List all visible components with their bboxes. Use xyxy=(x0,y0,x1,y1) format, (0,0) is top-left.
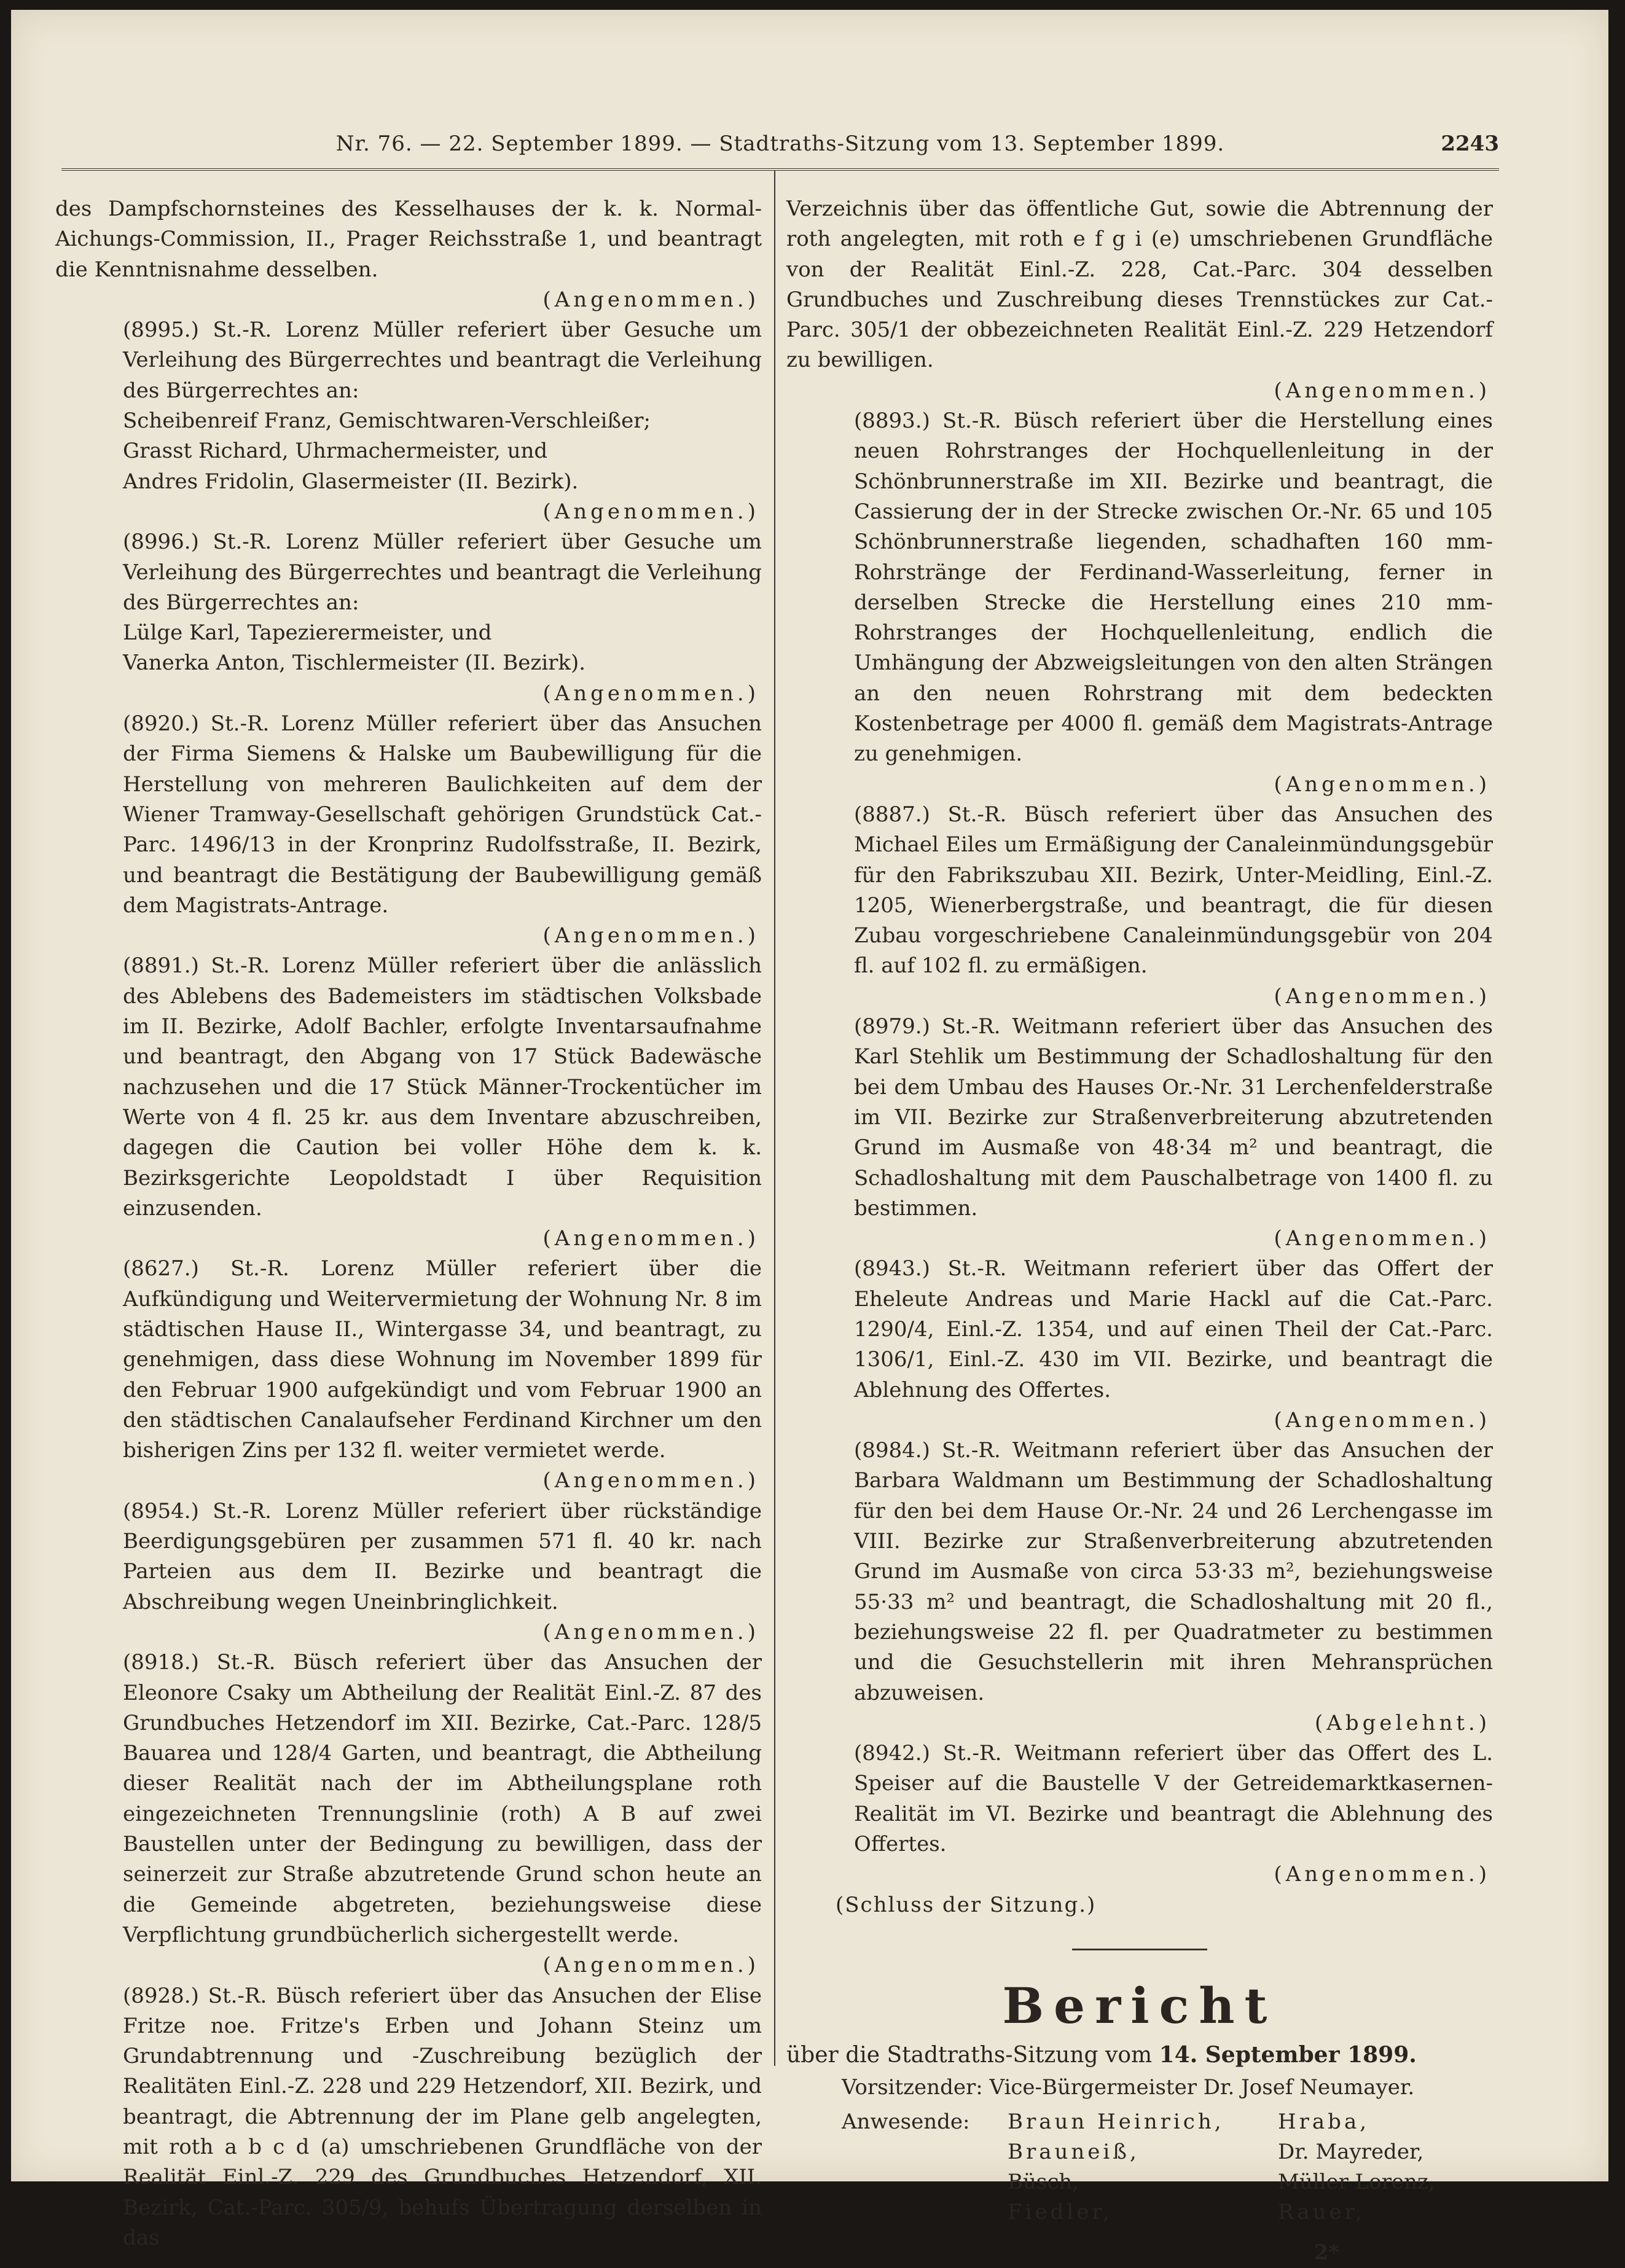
present-label: Anwesende: xyxy=(842,2109,970,2134)
verdict: (Angenommen.) xyxy=(542,1468,759,1493)
entry-8954 xyxy=(55,1496,762,1617)
entry-text: (8918.) St.-R. Büsch referiert über das Ansuchen der Eleonore Csaky um Abtheilung der Realität Einl.-Z. 87 des Grundbuches Hetzendorf im XII. Bezirke, Cat.-Parc. 128/5 Bauarea und 128/4 Garten, und beantragt, die Abtheilung dieser Realität nach der im Abtheilungsplane roth eingezeichneten Trennungslinie (roth) A B auf zwei Baustellen unter der Bedingung zu bewilligen, dass der seinerzeit zur Straße abzutretende Grund schon heute an die Gemeinde abgetreten, beziehungsweise diese Verpflichtung grundbücherlich sichergestellt werde. xyxy=(123,1650,762,1947)
running-head xyxy=(61,131,1499,168)
chair-line xyxy=(786,2073,1493,2103)
attendee: Rauer, xyxy=(1278,2200,1365,2225)
entry-continuation: des Dampfschornsteines des Kesselhauses der k. k. Normal-Aichungs-Commission, II., Prager Reichsstraße 1, und beantragt die Kenntnisnahme desselben. xyxy=(55,197,762,282)
entry-8942 xyxy=(786,1738,1493,1859)
attendee: Büsch, xyxy=(1008,2170,1079,2195)
entry-text: (8893.) St.-R. Büsch referiert über die Herstellung eines neuen Rohrstranges der Hochquellenleitung in der Schönbrunnerstraße im XII. Bezirke und beantragt, die Cassierung der in der Strecke zwischen Or.-Nr. 65 und 105 Schönbrunnerstraße liegenden, schadhaften 160 mm-Rohrstränge der Ferdinand-Wasserleitung, ferner in derselben Strecke die Herstellung eines 210 mm-Rohrstranges der Hochquellenleitung, endlich die Umhängung der Abzweigsleitungen von den alten Strängen an den neuen Rohrstrang mit dem bedeckten Kostenbetrage per 4000 fl. gemäß dem Magistrats-Antrage zu genehmigen. xyxy=(854,409,1493,767)
verdict: (Angenommen.) xyxy=(542,499,759,524)
verdict: (Angenommen.) xyxy=(1274,1862,1490,1887)
entry-text: (8995.) St.-R. Lorenz Müller referiert über Gesuche um Verleihung des Bürgerrechtes und beantragt die Verleihung des Bürgerrechtes an: xyxy=(123,318,762,403)
subtitle-prefix: über die Stadtraths-Sitzung vom xyxy=(786,2042,1153,2068)
entry-8984 xyxy=(786,1436,1493,1708)
verdict: (Abgelehnt.) xyxy=(1315,1710,1490,1735)
list-item: Scheibenreif Franz, Gemischtwaren-Verschleißer; xyxy=(123,409,651,434)
entry-8887 xyxy=(786,800,1493,982)
entry-8918 xyxy=(55,1648,762,1950)
list-item: Vanerka Anton, Tischlermeister (II. Bezirk). xyxy=(123,651,586,676)
entry-8943 xyxy=(786,1254,1493,1405)
citizen-list xyxy=(55,406,762,497)
issue-line: Nr. 76. — 22. September 1899. — Stadtraths-Sitzung vom 13. September 1899. xyxy=(335,131,1225,156)
list-item: Grasst Richard, Uhrmachermeister, und xyxy=(123,439,548,464)
column-divider xyxy=(774,171,775,2066)
attendee: Hraba, xyxy=(1278,2109,1370,2134)
verdict: (Angenommen.) xyxy=(1274,1226,1490,1251)
entry-text: (8891.) St.-R. Lorenz Müller referiert über die anlässlich des Ablebens des Bademeisters im städtischen Volksbade im II. Bezirke, Adolf Bachler, erfolgte Inventarsaufnahme und beantragt, den Abgang von 17 Stück Badewäsche nachzusehen und die 17 Stück Männer-Trockentücher im Werte von 4 fl. 25 kr. aus dem Inventare abzuschreiben, dagegen die Caution bei voller Höhe dem k. k. Bezirksgerichte Leopoldstadt I über Requisition einzusenden. xyxy=(123,953,762,1221)
entry-8996 xyxy=(55,527,762,618)
header-rule xyxy=(61,168,1499,171)
entry-8627 xyxy=(55,1254,762,1466)
signature-mark: 2* xyxy=(1314,2240,1339,2265)
entry-8995 xyxy=(55,315,762,406)
attendee: Fiedler, xyxy=(1008,2200,1113,2225)
list-item: Lülge Karl, Tapezierermeister, und xyxy=(123,620,492,646)
verdict: (Angenommen.) xyxy=(542,1619,759,1644)
verdict: (Angenommen.) xyxy=(542,1953,759,1978)
list-item: Andres Fridolin, Glasermeister (II. Bezirk). xyxy=(123,469,579,494)
verdict: (Angenommen.) xyxy=(1274,772,1490,797)
entry-text: (8979.) St.-R. Weitmann referiert über das Ansuchen des Karl Stehlik um Bestimmung der Schadloshaltung für den bei dem Umbau des Hauses Or.-Nr. 31 Lerchenfelderstraße im VII. Bezirke zur Straßenverbreiterung abzutretenden Grund im Ausmaße von 48·34 m² und beantragt, die Schadloshaltung mit dem Pauschalbetrage von 1400 fl. zu bestimmen. xyxy=(854,1014,1493,1221)
entry-text: (8627.) St.-R. Lorenz Müller referiert über die Aufkündigung und Weitervermietung der Wohnung Nr. 8 im städtischen Hause II., Wintergasse 34, und beantragt, zu genehmigen, dass diese Wohnung im November 1899 für den Februar 1900 aufgekündigt und vom Februar 1900 an den städtischen Canalaufseher Ferdinand Kirchner um den bisherigen Zins per 132 fl. weiter vermietet werde. xyxy=(123,1256,762,1463)
attendee: Braun Heinrich, xyxy=(1008,2109,1224,2134)
entry-text: (8996.) St.-R. Lorenz Müller referiert über Gesuche um Verleihung des Bürgerrechtes und beantragt die Verleihung des Bürgerrechtes an: xyxy=(123,530,762,615)
entry-text: (8954.) St.-R. Lorenz Müller referiert über rückständige Beerdigungsgebüren per zusammen 571 fl. 40 kr. nach Parteien aus dem II. Bezirke und beantragt die Abschreibung wegen Uneinbringlichkeit. xyxy=(123,1498,762,1614)
verdict: (Angenommen.) xyxy=(542,287,759,312)
chair-label: Vorsitzender: xyxy=(842,2075,983,2100)
left-column xyxy=(55,194,762,2253)
verdict: (Angenommen.) xyxy=(1274,378,1490,403)
attendee: Brauneiß, xyxy=(1008,2139,1140,2164)
session-closing: (Schluss der Sitzung.) xyxy=(836,1892,1097,1917)
attendee: Müller Lorenz, xyxy=(1278,2170,1435,2195)
verdict: (Angenommen.) xyxy=(542,1226,759,1251)
bericht-title: Bericht xyxy=(1002,1976,1277,2035)
section-rule xyxy=(1072,1949,1207,1950)
verdict: (Angenommen.) xyxy=(1274,983,1490,1009)
newspaper-page xyxy=(11,10,1608,2265)
entry-8928 xyxy=(55,1981,762,2254)
bericht-subtitle xyxy=(786,2040,1493,2070)
right-column xyxy=(786,194,1493,2268)
entry-text: (8887.) St.-R. Büsch referiert über das Ansuchen des Michael Eiles um Ermäßigung der Canaleinmündungsgebür für den Fabrikszubau XII. Bezirk, Unter-Meidling, Einl.-Z. 1205, Wienerbergstraße, und beantragt, die für diesen Zubau vorgeschriebene Canaleinmündungsgebür von 204 fl. auf 102 fl. zu ermäßigen. xyxy=(854,802,1493,979)
entry-text: (8942.) St.-R. Weitmann referiert über das Offert des L. Speiser auf die Baustelle V der Getreidemarktkasernen-Realität im VI. Bezirke und beantragt die Ablehnung des Offertes. xyxy=(854,1741,1493,1857)
verdict: (Angenommen.) xyxy=(542,681,759,706)
entry-text: (8920.) St.-R. Lorenz Müller referiert über das Ansuchen der Firma Siemens & Halske um Baubewilligung für die Herstellung von mehreren Baulichkeiten auf dem der Wiener Tramway-Gesellschaft gehörigen Grundstück Cat.-Parc. 1496/13 in der Kronprinz Rudolfsstraße, II. Bezirk, und beantragt die Bestätigung der Baubewilligung gemäß dem Magistrats-Antrage. xyxy=(123,711,762,918)
citizen-list xyxy=(55,618,762,679)
entry-8893 xyxy=(786,406,1493,770)
attendees xyxy=(786,2107,1493,2228)
verdict: (Angenommen.) xyxy=(1274,1407,1490,1433)
chair-name: Vice-Bürgermeister Dr. Josef Neumayer. xyxy=(989,2075,1415,2100)
subtitle-date: 14. September 1899. xyxy=(1159,2041,1417,2068)
verdict: (Angenommen.) xyxy=(542,923,759,948)
entry-8979 xyxy=(786,1012,1493,1224)
entry-8891 xyxy=(55,951,762,1224)
page-number: 2243 xyxy=(1441,131,1499,156)
entry-text: (8928.) St.-R. Büsch referiert über das Ansuchen der Elise Fritze noe. Fritze's Erben und Johann Steinz um Grundabtrennung und -Zuschreibung bezüglich der Realitäten Einl.-Z. 228 und 229 Hetzendorf, XII. Bezirk, und beantragt, die Abtrennung der im Plane gelb angelegten, mit roth a b c d (a) umschriebenen Grundfläche von der Realität Einl.-Z. 229 des Grundbuches Hetzendorf, XII. Bezirk, Cat.-Parc. 305/9, behufs Übertragung derselben in das xyxy=(123,1983,762,2250)
entry-8920 xyxy=(55,709,762,921)
attendee: Dr. Mayreder, xyxy=(1278,2139,1424,2164)
entry-continuation: Verzeichnis über das öffentliche Gut, sowie die Abtrennung der roth angelegten, mit roth e f g i (e) umschriebenen Grundfläche von der Realität Einl.-Z. 228, Cat.-Parc. 304 desselben Grundbuches und Zuschreibung dieses Trennstückes zur Cat.-Parc. 305/1 der obbezeichneten Realität Einl.-Z. 229 Hetzendorf zu bewilligen. xyxy=(786,197,1493,373)
entry-text: (8943.) St.-R. Weitmann referiert über das Offert der Eheleute Andreas und Marie Hackl auf die Cat.-Parc. 1290/4, Einl.-Z. 1354, und auf einen Theil der Cat.-Parc. 1306/1, Einl.-Z. 430 im VII. Bezirke, und beantragt die Ablehnung des Offertes. xyxy=(854,1256,1493,1402)
entry-text: (8984.) St.-R. Weitmann referiert über das Ansuchen der Barbara Waldmann um Bestimmung der Schadloshaltung für den bei dem Hause Or.-Nr. 24 und 26 Lerchengasse im VIII. Bezirke zur Straßenverbreiterung abzutretenden Grund im Ausmaße von circa 53·33 m², beziehungsweise 55·33 m² und beantragt, die Schadloshaltung mit 20 fl., beziehungsweise 22 fl. per Quadratmeter zu bestimmen und die Gesuchstellerin mit ihren Mehransprüchen abzuweisen. xyxy=(854,1438,1493,1705)
